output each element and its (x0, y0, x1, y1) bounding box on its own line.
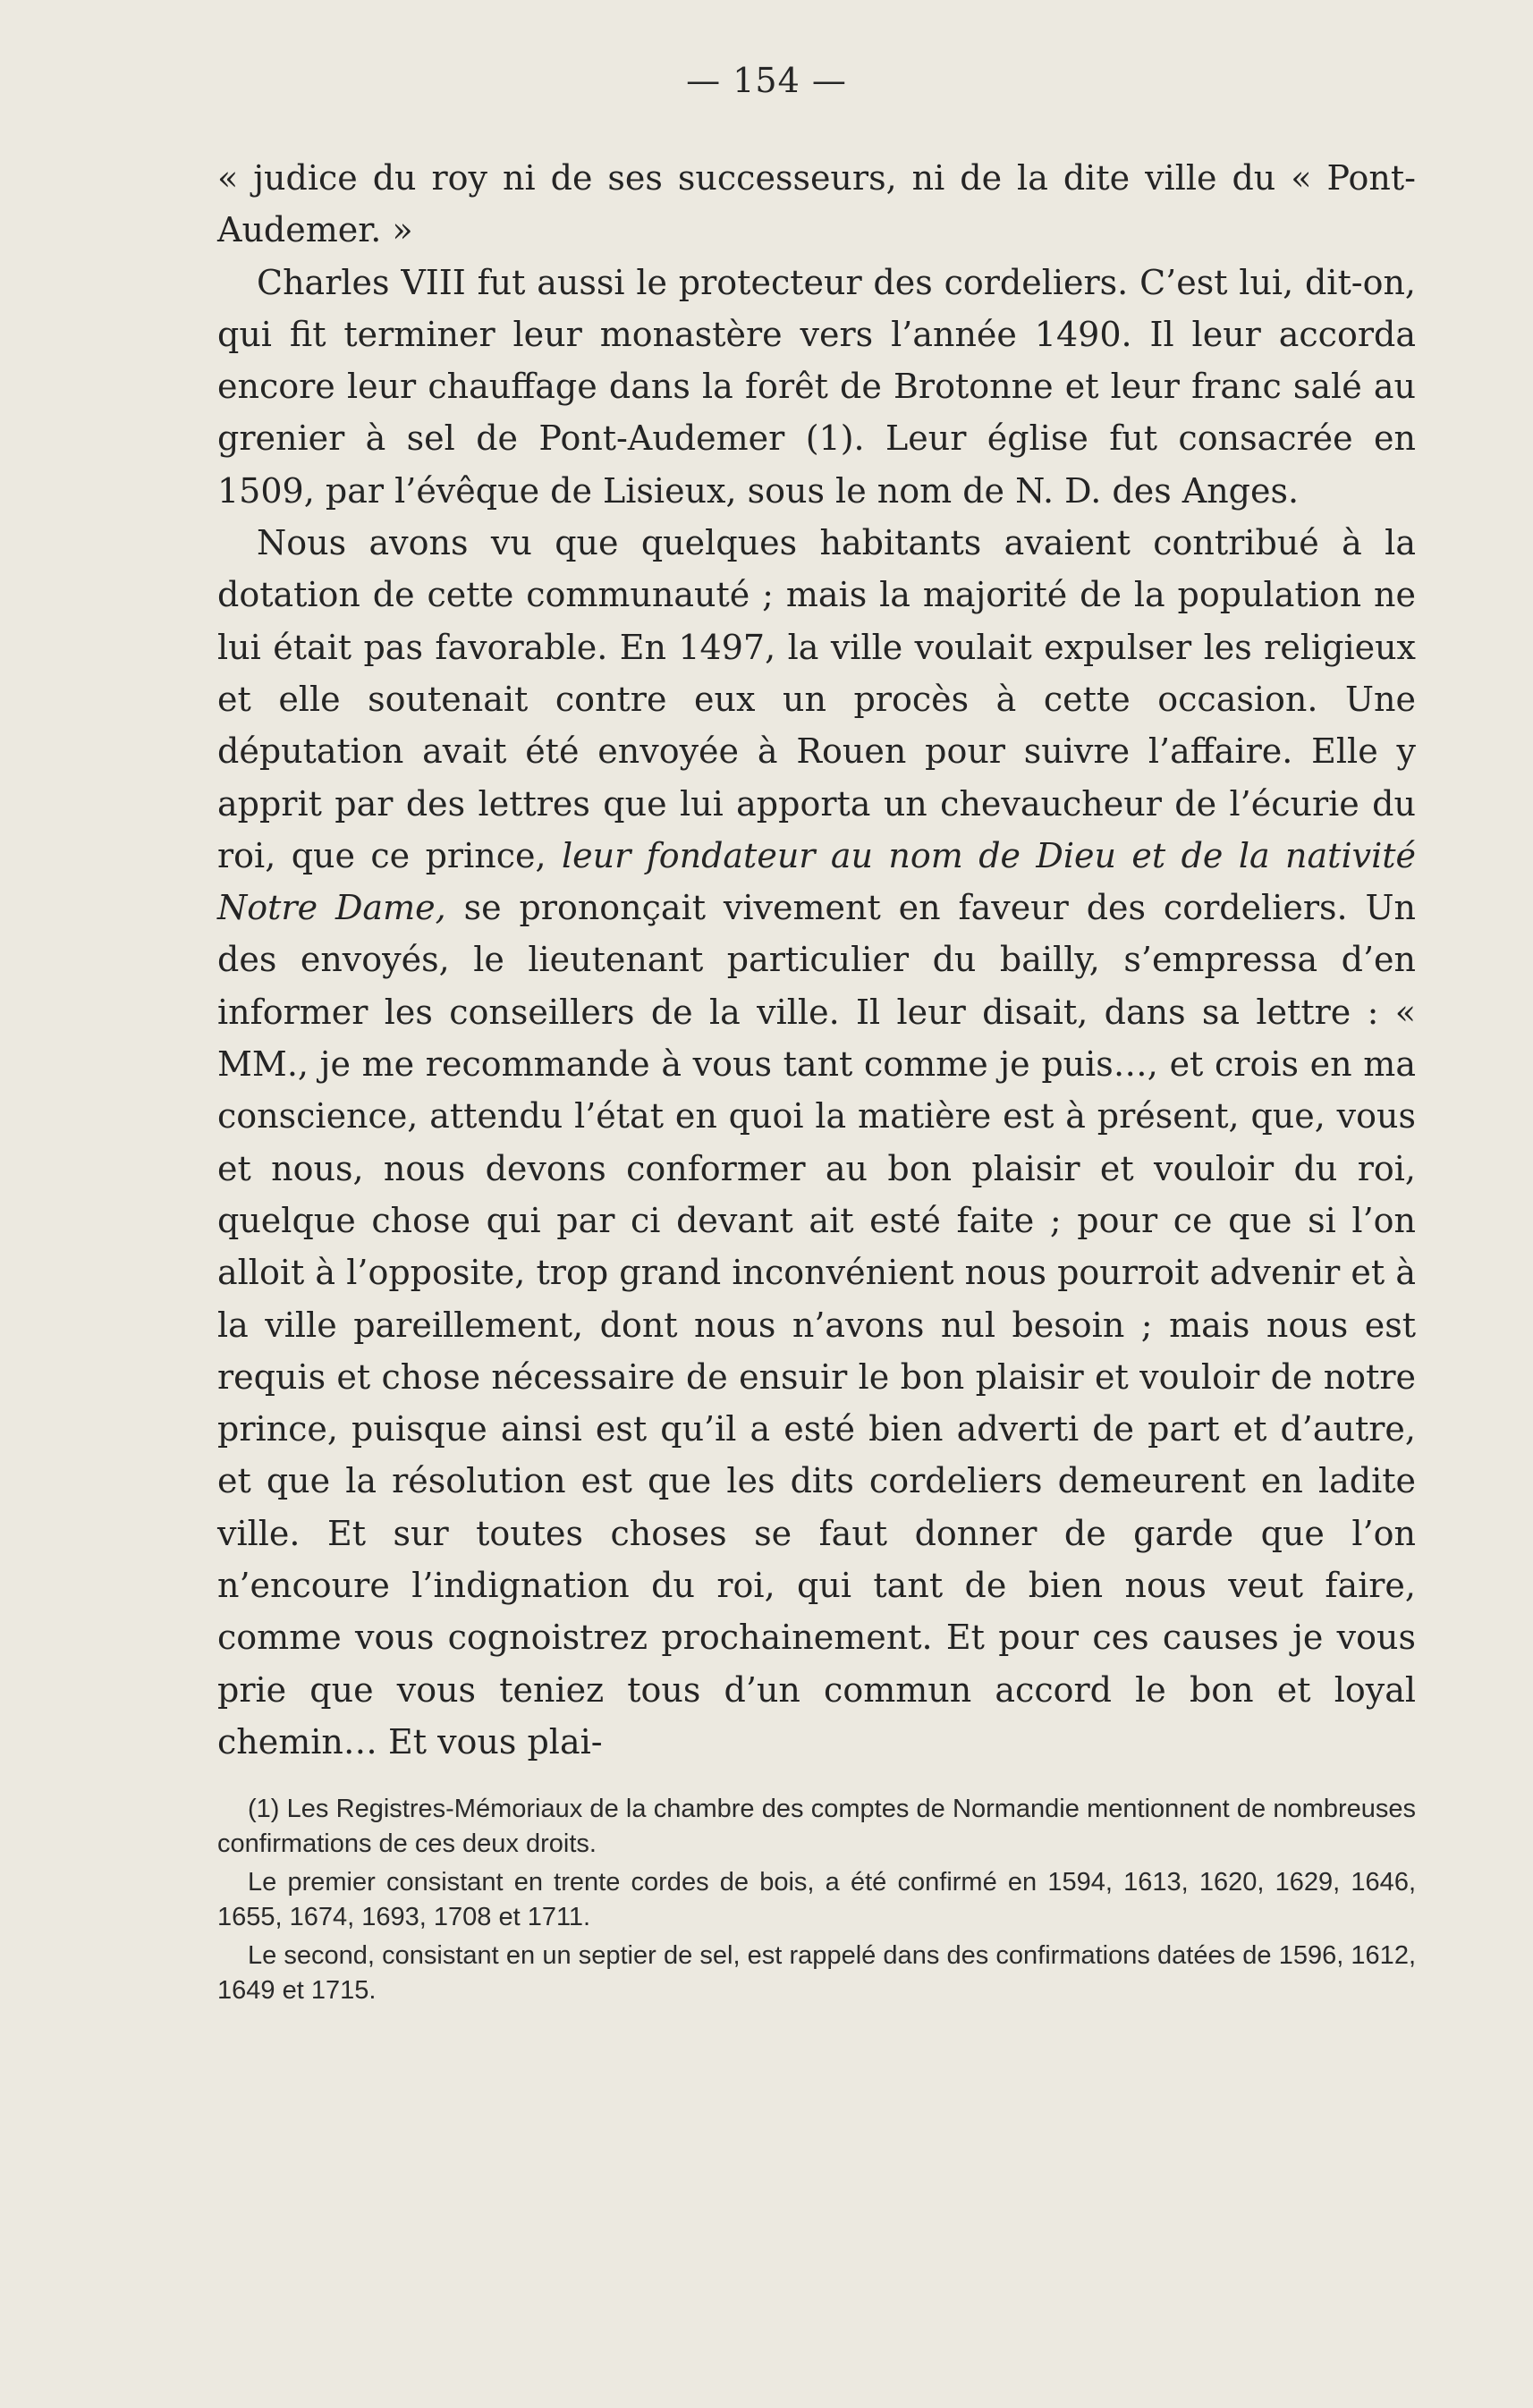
paragraph-deputation-italic: leur fondateur au nom de Dieu et de la nativité Notre Dame, (217, 835, 1416, 928)
footnotes (217, 1792, 1416, 2012)
paragraph-deputation-text-b: se prononçait vivement en faveur des cordeliers. Un des envoyés, le lieutenant particulier du bailly, s’empressa d’en informer les conseillers de la ville. Il leur disait, dans sa lettre : « MM., je me recommande à vous tant comme je puis…, et crois en ma conscience, attendu l’état en quoi la matière est à présent, que, vous et nous, nous devons conformer au bon plaisir et vouloir du roi, quelque chose qui par ci devant ait esté faite ; pour ce que si l’on alloit à l’opposite, trop grand inconvénient nous pourroit advenir et à la ville pareillement, dont nous n’avons nul besoin ; mais nous est requis et chose nécessaire de ensuir le bon plaisir et vouloir de notre prince, puisque ainsi est qu’il a esté bien adverti de part et d’autre, et que la résolution est que les dits cordeliers demeurent en ladite ville. Et sur toutes choses se faut donner de garde que l’on n’encoure l’indignation du roi, qui tant de bien nous veut faire, comme vous cognoistrez prochainement. Et pour ces causes je vous prie que vous teniez tous d’un commun accord le bon et loyal chemin… Et vous plai- (217, 888, 1416, 1762)
page-number: — 154 — (686, 61, 847, 100)
footnote-1-continued-wood: Le premier consistant en trente cordes de bois, a été confirmé en 1594, 1613, 1620, 1629, 1646, 1655, 1674, 1693, 1708 et 1711. (217, 1868, 1416, 1931)
paragraph-deputation-text-a: Nous avons vu que quelques habitants avaient contribué à la dotation de cette communauté ; mais la majorité de la population ne lui était pas favorable. En 1497, la ville voulait expulser les religieux et elle soutenait contre eux un procès à cette occasion. Une députation avait été envoyée à Rouen pour suivre l’affaire. Elle y apprit par des lettres que lui apporta un chevaucheur de l’écurie du roi, que ce prince, (217, 523, 1416, 875)
paragraph-deputation (217, 517, 1416, 1768)
paragraph-charles-viii: Charles VIII fut aussi le protecteur des cordeliers. C’est lui, dit-on, qui fit terminer leur monastère vers l’année 1490. Il leur accorda encore leur chauffage dans la forêt de Brotonne et leur franc salé au grenier à sel de Pont-Audemer (1). Leur église fut consacrée en 1509, par l’évêque de Lisieux, sous le nom de N. D. des Anges. (217, 262, 1416, 511)
main-text (217, 152, 1416, 1768)
footnote-1: (1) Les Registres-Mémoriaux de la chambre des comptes de Normandie mentionnent de nombreuses confirmations de ces deux droits. (217, 1795, 1416, 1858)
footnote-1-continued-salt: Le second, consistant en un septier de sel, est rappelé dans des confirmations datées de 1596, 1612, 1649 et 1715. (217, 1941, 1416, 2005)
paragraph-quote-end: « judice du roy ni de ses successeurs, ni de la dite ville du « Pont-Audemer. » (217, 158, 1416, 250)
